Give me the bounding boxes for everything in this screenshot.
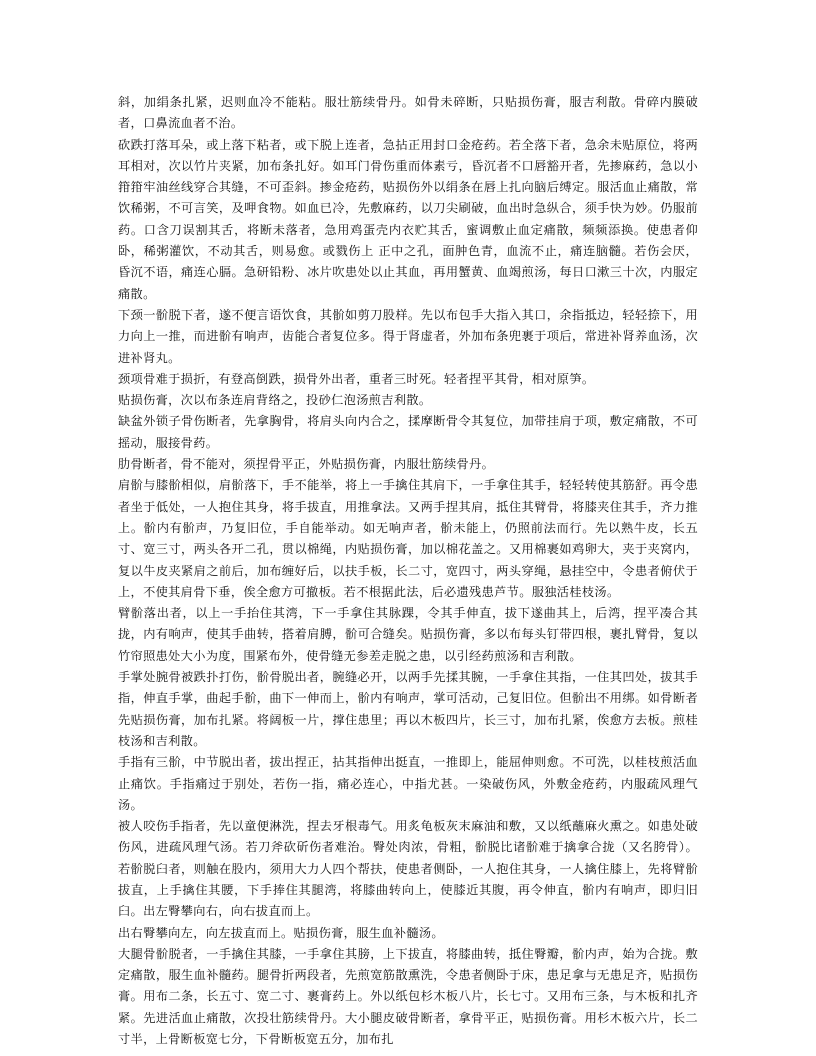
paragraph-7: 肋骨断者，骨不能对，须捏骨平正，外贴损伤膏，内服壮筋续骨丹。 — [118, 457, 495, 472]
paragraph-8: 肩骱与膝骱相似，肩骱落下，手不能举，将上一手擒住其肩下，一手拿住其手，轻轻转使其筋舒。再令患者坐于低处，一人抱住其身，将手拔直，用推拿法。又两手捏其肩，抵住其臂骨，将膝夹住其手，齐力推上。骱内有骱声，乃复旧位，手自能举动。如无响声者，骱未能上，仍照前法而行。先以熟牛皮，长五寸、宽三寸，两头各开二孔，贯以棉绳，内贴损伤膏，加以棉花盖之。又用棉裹如鸡卵大，夹于夹窝内，复以牛皮夹紧肩之前后，加布缠好后，以扶手板，长二寸，宽四寸，两头穿绳，悬挂空中，令患者俯伏于上，不使其肩骨下垂，俟全愈方可撤板。若不根据此法，后必遗残患芦节。服独活桂枝汤。 — [118, 478, 698, 599]
paragraph-3: 下颈一骱脱下者，遂不便言语饮食，其骱如剪刀股样。先以布包手大指入其口，余指抵边，轻轻捺下，用力向上一推，而进骱有响声，齿能合者复位多。得于肾虚者，外加布条兜裹于项后，常进补肾养血汤，次进补肾丸。 — [118, 307, 698, 365]
paragraph-1: 斜，加绢条扎紧，迟则血冷不能粘。服壮筋续骨丹。如骨未碎断，只贴损伤膏，服吉利散。骨碎内膜破者，口鼻流血者不治。 — [118, 95, 698, 131]
paragraph-2: 砍跌打落耳朵，或上落下粘者，或下脱上连者，急拈正用封口金疮药。若全落下者，急余未贴原位，将两耳相对，次以竹片夹紧，加布条扎好。如耳门骨伤重而体素亏，昏沉者不口唇豁开者，先掺麻药，急以小箝箝牢油丝线穿合其缝，不可歪斜。掺金疮药，贴损伤外以绢条在唇上扎向脑后缚定。服活血止痛散，常饮稀粥，不可言笑，及呷食物。如血已冷，先敷麻药，以刀尖刷破，血出时急纵合，须手快为妙。仍服前药。口含刀误割其舌，将断未落者，急用鸡蛋壳内衣贮其舌，蜜调敷止血定痛散，频频添换。使患者仰卧，稀粥灌饮，不动其舌，则易愈。或戮伤上 正中之孔，面肿色青，血流不止，痛连脑髓。若伤会厌，昏沉不语，痛连心膈。急研铅粉、冰片吹患处以止其血，再用蟹黄、血竭煎汤，每日口漱三十次，内服定痛散。 — [118, 137, 698, 301]
paragraph-13: 出右臀攀向左，向左拔直而上。贴损伤膏，服生血补髓汤。 — [118, 925, 444, 940]
paragraph-10: 手掌处腕骨被跌扑打伤，骱骨脱出者，腕缝必开，以两手先揉其腕，一手拿住其指，一住其凹处，拔其手指，伸直手掌，曲起手骱，曲下一伸而上，骱内有响声，掌可活动，己复旧位。但骱出不用绑。如骨断者先贴损伤膏，加布扎紧。将阔板一片，撑住患里；再以木板四片，长三寸，加布扎紧，俟愈方去板。煎桂枝汤和吉利散。 — [118, 670, 698, 748]
paragraph-4: 颈项骨难于损折，有登高倒跌，损骨外出者，重者三时死。轻者捏平其骨，相对原笋。 — [118, 371, 595, 386]
text-body — [118, 92, 698, 1050]
paragraph-14: 大腿骨骱脱者，一手擒住其膝，一手拿住其膀，上下拔直，将膝曲转，抵住臀瓣，骱内声，始为合拢。敷定痛散，服生血补髓药。腿骨折两段者，先煎宽筋散熏洗，令患者侧卧于床，患足拿与无患足齐，贴损伤膏。用布二条，长五寸、宽二寸、裹膏药上。外以纸包杉木板八片，长七寸。又用布三条，与木板和扎齐紧。先进活血止痛散，次投壮筋续骨丹。大小腿皮破骨断者，拿骨平正，贴损伤膏。用杉木板六片，长二寸半，上骨断板宽七分，下骨断板宽五分，加布扎 — [118, 946, 698, 1047]
paragraph-5: 贴损伤膏，次以布条连肩背络之，投砂仁泡汤煎吉利散。 — [118, 393, 432, 408]
paragraph-6: 缺盆外锁子骨伤断者，先拿胸骨，将肩头向内合之，揉摩断骨令其复位，加带挂肩于项，敷定痛散，不可摇动，服接骨药。 — [118, 414, 698, 450]
paragraph-9: 臂骱落出者，以上一手抬住其湾，下一手拿住其脉踝，令其手伸直，拔下遂曲其上，后湾，捏平凑合其拢，内有响声，使其手曲转，搭着肩膊，骱可合缝矣。贴损伤膏，多以布每头钉带四根，裹扎臂骨，复以竹帘照患处大小为度，围紧布外，使骨缝无参差走脱之患，以引经药煎汤和吉利散。 — [118, 606, 698, 663]
paragraph-11: 手指有三骱，中节脱出者，拔出捏正，拈其指伸出挺直，一推即上，能屈伸则愈。不可洗，以桂枝煎活血止痛饮。手指痛过于别处，若伤一指，痛必连心，中指尤甚。一染破伤风，外敷金疮药，内服疏风理气汤。 — [118, 755, 698, 812]
paragraph-12: 被人咬伤手指者，先以童便淋洗，捏去牙根毒气。用炙龟板灰末麻油和敷，又以纸蘸麻火熏之。如患处破伤风，进疏风理气汤。若刀斧砍斫伤者难治。臀处肉浓，骨粗，骱脱比诸骱难于擒拿合拢（又名胯骨）。若骱脱臼者，则触在股内，须用大力人四个帮扶，使患者侧卧，一人抱住其身，一人擒住膝上，先将臂骱拔直，上手擒住其腰，下手捧住其腿湾，将膝曲转向上，使膝近其腹，再令伸直，骱内有响声，即归旧臼。出左臀攀向右，向右拔直而上。 — [118, 819, 698, 919]
